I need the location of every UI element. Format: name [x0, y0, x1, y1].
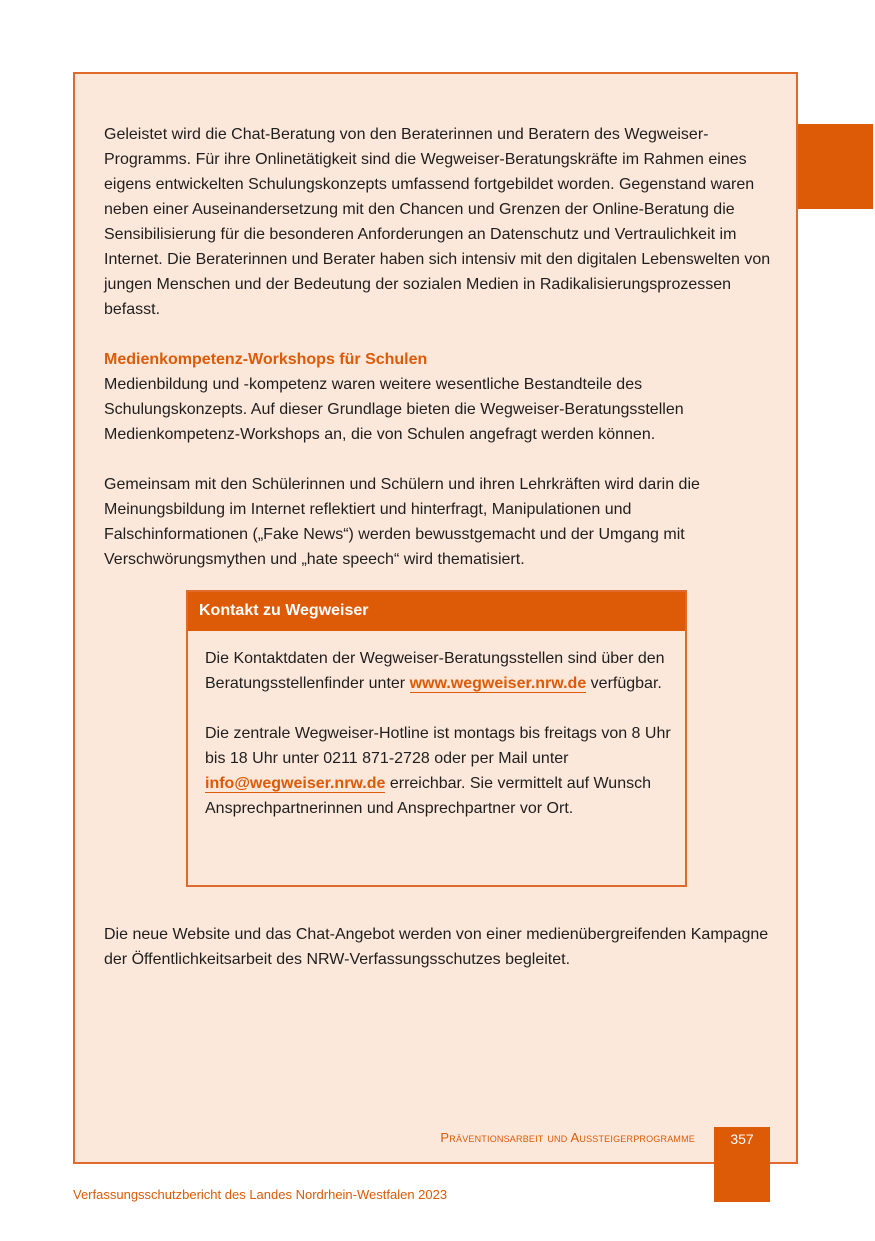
section-heading: Medienkompetenz-Workshops für Schulen: [104, 351, 428, 368]
contact-text: Die zentrale Wegweiser-Hotline ist montags bis freitags von 8 Uhr bis 18 Uhr unter 0211 871-2728 oder per Mail unter: [205, 725, 671, 767]
contact-box-body: [188, 631, 685, 821]
contact-box-title: Kontakt zu Wegweiser: [188, 592, 685, 631]
contact-text: erreichbar. Sie vermittelt auf Wunsch Ansprechpartnerinnen und Ansprechpartner vor Ort.: [205, 775, 651, 817]
contact-text: Die Kontaktdaten der Wegweiser-Beratungsstellen sind über den Beratungsstellenfinder unter: [205, 650, 665, 692]
website-link[interactable]: www.wegweiser.nrw.de: [409, 675, 587, 692]
closing-content: [104, 922, 774, 997]
paragraph-workshop-inhalte: Gemeinsam mit den Schülerinnen und Schülern und ihren Lehrkräften wird darin die Meinungsbildung im Internet reflektiert und hinterfragt, Manipulationen und Falschinformationen („Fake News“) werden bewusstgemacht und der Umgang mit Verschwörungsmythen und „hate speech“ wird thematisiert.: [104, 476, 700, 568]
paragraph-kampagne: Die neue Website und das Chat-Angebot werden von einer medienübergreifenden Kampagne der Öffentlichkeitsarbeit des NRW-Verfassungsschutzes begleitet.: [104, 926, 769, 968]
email-link[interactable]: info@wegweiser.nrw.de: [205, 775, 386, 792]
chapter-tab-marker: [798, 124, 873, 209]
paragraph-chat-beratung: Geleistet wird die Chat-Beratung von den Beraterinnen und Beratern des Wegweiser-Programms. Für ihre Onlinetätigkeit sind die Wegweiser-Beratungskräfte im Rahmen eines eigens entwickelten Schulungskonzepts umfassend fortgebildet worden. Gegenstand waren neben einer Auseinandersetzung mit den Chancen und Grenzen der Online-Beratung die Sensibilisierung für die besonderen Anforderungen an Datenschutz und Vertraulichkeit im Internet. Die Beraterinnen und Berater haben sich intensiv mit den digitalen Lebenswelten von jungen Menschen und der Bedeutung der sozialen Medien in Radikalisierungsprozessen befasst.: [104, 126, 771, 318]
contact-box: [186, 590, 687, 887]
footer-section-title: Präventionsarbeit und Aussteigerprogramme: [440, 1130, 695, 1145]
page-number: 357: [730, 1131, 754, 1147]
section-medienkompetenz: [104, 347, 774, 447]
main-content: [104, 122, 774, 597]
footer-publication-title: Verfassungsschutzbericht des Landes Nordrhein-Westfalen 2023: [73, 1187, 448, 1202]
contact-text: verfügbar.: [586, 675, 662, 692]
contact-paragraph-hotline: [205, 721, 671, 821]
contact-paragraph-beratungsstellen: [205, 646, 671, 696]
paragraph-medienbildung: Medienbildung und -kompetenz waren weitere wesentliche Bestandteile des Schulungskonzepts. Auf dieser Grundlage bieten die Wegweiser-Beratungsstellen Medienkompetenz-Workshops an, die von Schulen angefragt werden können.: [104, 376, 684, 443]
